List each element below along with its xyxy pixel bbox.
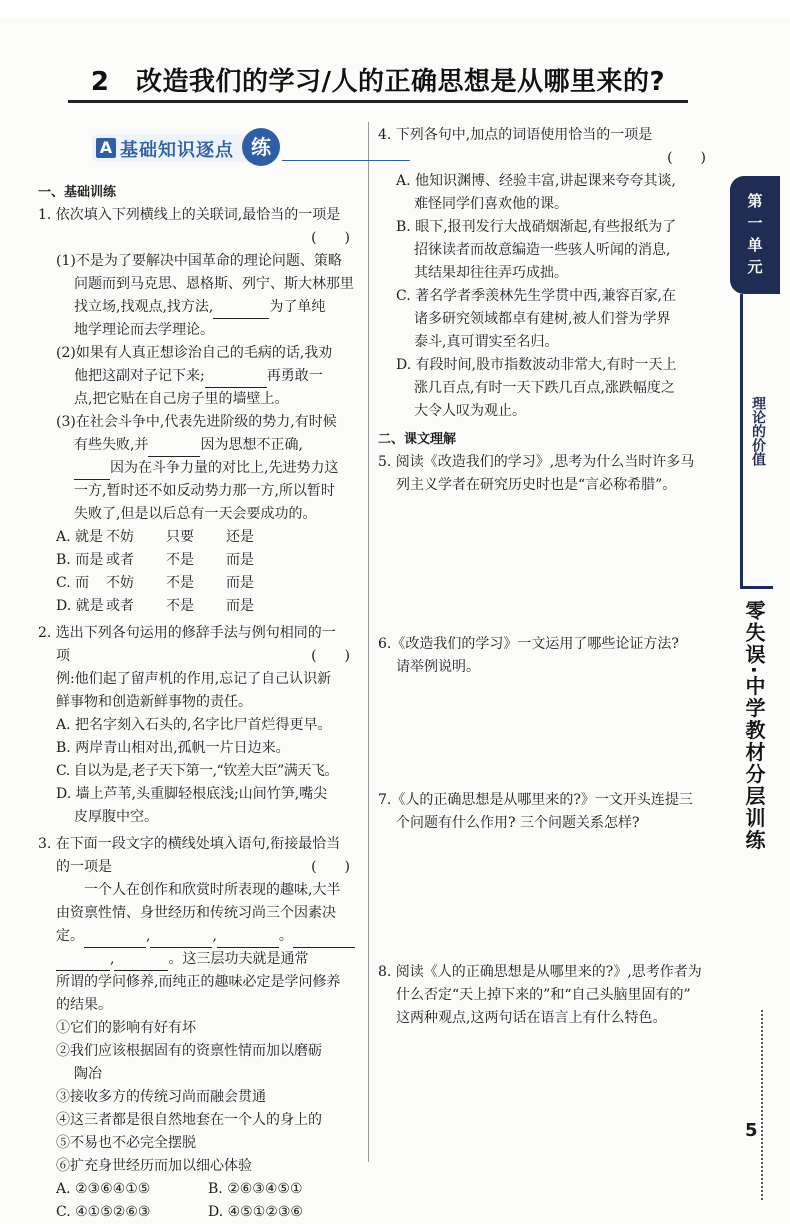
option-b[interactable]: B. 眼下,报刊发行大战硝烟渐起,有些报纸为了 xyxy=(396,219,677,235)
answer-area[interactable] xyxy=(378,679,716,789)
question-5: 5. 阅读《改造我们的学习》,思考为什么当时许多马 列主义学者在研究历史时也是“言必称希腊”。 xyxy=(378,451,716,633)
question-3: 3. 在下面一段文字的横线处填入语句,衔接最恰当 的一项是 ( ) 一个人在创作和欣赏时所表现的趣味,大半 由资禀性情、身世经历和传统习尚三个因素决 定。 , , 。 , 。这三层功夫就是通常 所谓的学问修养,而纯正的趣味必定是学问修养 的结果。 ①它们的影响有好有坏 ②我们应该根据固有的资禀性情而加以磨砺 陶冶 ③接收多方的传统习尚而融会贯通 ④这三者都是很自然地套在一个人的身上的 ⑤不易也不必完全摆脱 ⑥扩充身世经历而加以细心体验 A. ②③⑥④①⑤ B. ②⑥③④⑤① C. ④①⑤②⑥③ D. ④⑤①②③⑥ xyxy=(38,833,360,1224)
option-d[interactable]: D. ④⑤①②③⑥ xyxy=(208,1204,303,1220)
fill-blank[interactable] xyxy=(205,371,267,388)
option-c[interactable]: C. 自以为是,老子天下第一,“钦差大臣”满天飞。 xyxy=(56,763,338,779)
fill-blank[interactable] xyxy=(293,931,355,948)
column-divider xyxy=(368,122,369,1162)
option-b[interactable]: B. 而是 或者 不是 而是 xyxy=(56,552,254,568)
section-heading: 二、课文理解 xyxy=(378,432,457,447)
fill-blank[interactable] xyxy=(150,931,212,948)
fill-blank[interactable] xyxy=(114,954,168,971)
answer-area[interactable] xyxy=(378,835,716,961)
question-stem: 1. 依次填入下列横线上的关联词,最恰当的一项是 xyxy=(38,207,341,223)
answer-paren: ( ) xyxy=(311,648,350,664)
banner-letter: A xyxy=(96,138,116,158)
right-column xyxy=(378,124,716,1130)
left-column xyxy=(38,128,360,1224)
option-c[interactable]: C. 而 不妨 不是 而是 xyxy=(56,575,254,591)
option-b[interactable]: B. ②⑥③④⑤① xyxy=(208,1181,303,1197)
option-d[interactable]: D. 有段时间,股市指数波动非常大,有时一天上 xyxy=(396,357,677,373)
section-banner xyxy=(92,128,392,168)
fill-blank[interactable] xyxy=(217,931,279,948)
question-6: 6.《改造我们的学习》一文运用了哪些论证方法? 请举例说明。 xyxy=(378,633,716,789)
unit-sidebar xyxy=(730,176,790,586)
section-heading: 一、基础训练 xyxy=(38,185,117,200)
answer-area[interactable] xyxy=(378,1030,716,1130)
option-a[interactable]: A. 他知识渊博、经验丰富,讲起课来夸夸其谈, xyxy=(396,173,676,189)
fill-blank[interactable] xyxy=(56,954,110,971)
answer-paren: ( ) xyxy=(311,859,350,875)
option-d[interactable]: D. 墙上芦苇,头重脚轻根底浅;山间竹笋,嘴尖 xyxy=(56,786,328,802)
unit-tab: 第 一 单 元 xyxy=(730,176,780,294)
banner-text: 基础知识逐点 xyxy=(120,140,234,161)
option-d[interactable]: D. 就是 或者 不是 而是 xyxy=(56,598,254,614)
option-c[interactable]: C. 著名学者季羡林先生学贯中西,兼容百家,在 xyxy=(396,288,677,304)
answer-paren: ( ) xyxy=(311,230,350,246)
question-8: 8. 阅读《人的正确思想是从哪里来的?》,思考作者为 什么否定“天上掉下来的”和“自己头脑里固有的” 这两种观点,这两句话在语言上有什么特色。 xyxy=(378,961,716,1130)
option-a[interactable]: A. 就是 不妨 只要 还是 xyxy=(56,529,254,545)
option-c[interactable]: C. ④①⑤②⑥③ xyxy=(56,1204,151,1220)
question-4: 4. 下列各句中,加点的词语使用恰当的一项是 ( ) A. 他知识渊博、经验丰富,讲起课来夸夸其谈, 难怪同学们喜欢他的课。 B. 眼下,报刊发行大战硝烟渐起,有些报纸为了 招徕读者而故意编造一些骇人听闻的消息, 其结果却往往弄巧成拙。 C. 著名学者季羡林先生学贯中西,兼容百家,在 诸多研究领域都卓有建树,被人们誉为学界 泰斗,真可谓实至名归。 D. 有段时间,股市指数波动非常大,有时一天上 涨几百点,有时一天下跌几百点,涨跌幅度之 大令人叹为观止。 xyxy=(378,124,716,423)
series-brand: 零失误·中学教材分层训练 xyxy=(742,600,766,852)
lesson-title: 2 改造我们的学习/人的正确思想是从哪里来的? xyxy=(68,64,688,103)
question-1: 1. 依次填入下列横线上的关联词,最恰当的一项是 ( ) (1)不是为了要解决中国革命的理论问题、策略 问题而到马克思、恩格斯、列宁、斯大林那里 找立场,找观点,找方法, 为了单纯 地学理论而去学理论。 (2)如果有人真正想诊治自己的毛病的话,我劝 他把这副对子记下来; 再勇敢一 点,把它贴在自己房子里的墙壁上。 (3)在社会斗争中,代表先进阶级的势力,有时候 有些失败,并 因为思想不正确, 因为在斗争力量的对比上,先进势力这 一方,暂时还不如反动势力那一方,所以暂时 失败了,但是以后总有一天会要成功的。 A. 就是 不妨 只要 还是 B. 而是 或者 不是 而是 C. 而 不妨 不是 而是 D. 就是 或者 不是 而是 xyxy=(38,204,360,618)
question-2: 2. 选出下列各句运用的修辞手法与例句相同的一 项 ( ) 例:他们起了留声机的作用,忘记了自己认识新 鲜事物和创造新鲜事物的责任。 A. 把名字刻入石头的,名字比尸首烂得更早。 B. 两岸青山相对出,孤帆一片日边来。 C. 自以为是,老子天下第一,“钦差大臣”满天飞。 D. 墙上芦苇,头重脚轻根底浅;山间竹笋,嘴尖 皮厚腹中空。 xyxy=(38,622,360,829)
page-number: 5 xyxy=(745,1120,758,1141)
fill-blank[interactable] xyxy=(84,931,146,948)
option-a[interactable]: A. ②③⑥④①⑤ xyxy=(56,1181,151,1197)
answer-paren: ( ) xyxy=(667,150,706,166)
fill-blank[interactable] xyxy=(74,463,110,480)
fill-blank[interactable] xyxy=(213,302,269,319)
fill-blank[interactable] xyxy=(148,440,200,457)
option-b[interactable]: B. 两岸青山相对出,孤帆一片日边来。 xyxy=(56,740,290,756)
question-7: 7.《人的正确思想是从哪里来的?》一文开头连提三 个问题有什么作用? 三个问题关系怎样? xyxy=(378,789,716,961)
answer-area[interactable] xyxy=(378,497,716,633)
banner-badge: 练 xyxy=(242,128,280,166)
unit-label: 理论的价值 xyxy=(750,396,766,466)
option-a[interactable]: A. 把名字刻入石头的,名字比尸首烂得更早。 xyxy=(56,717,332,733)
